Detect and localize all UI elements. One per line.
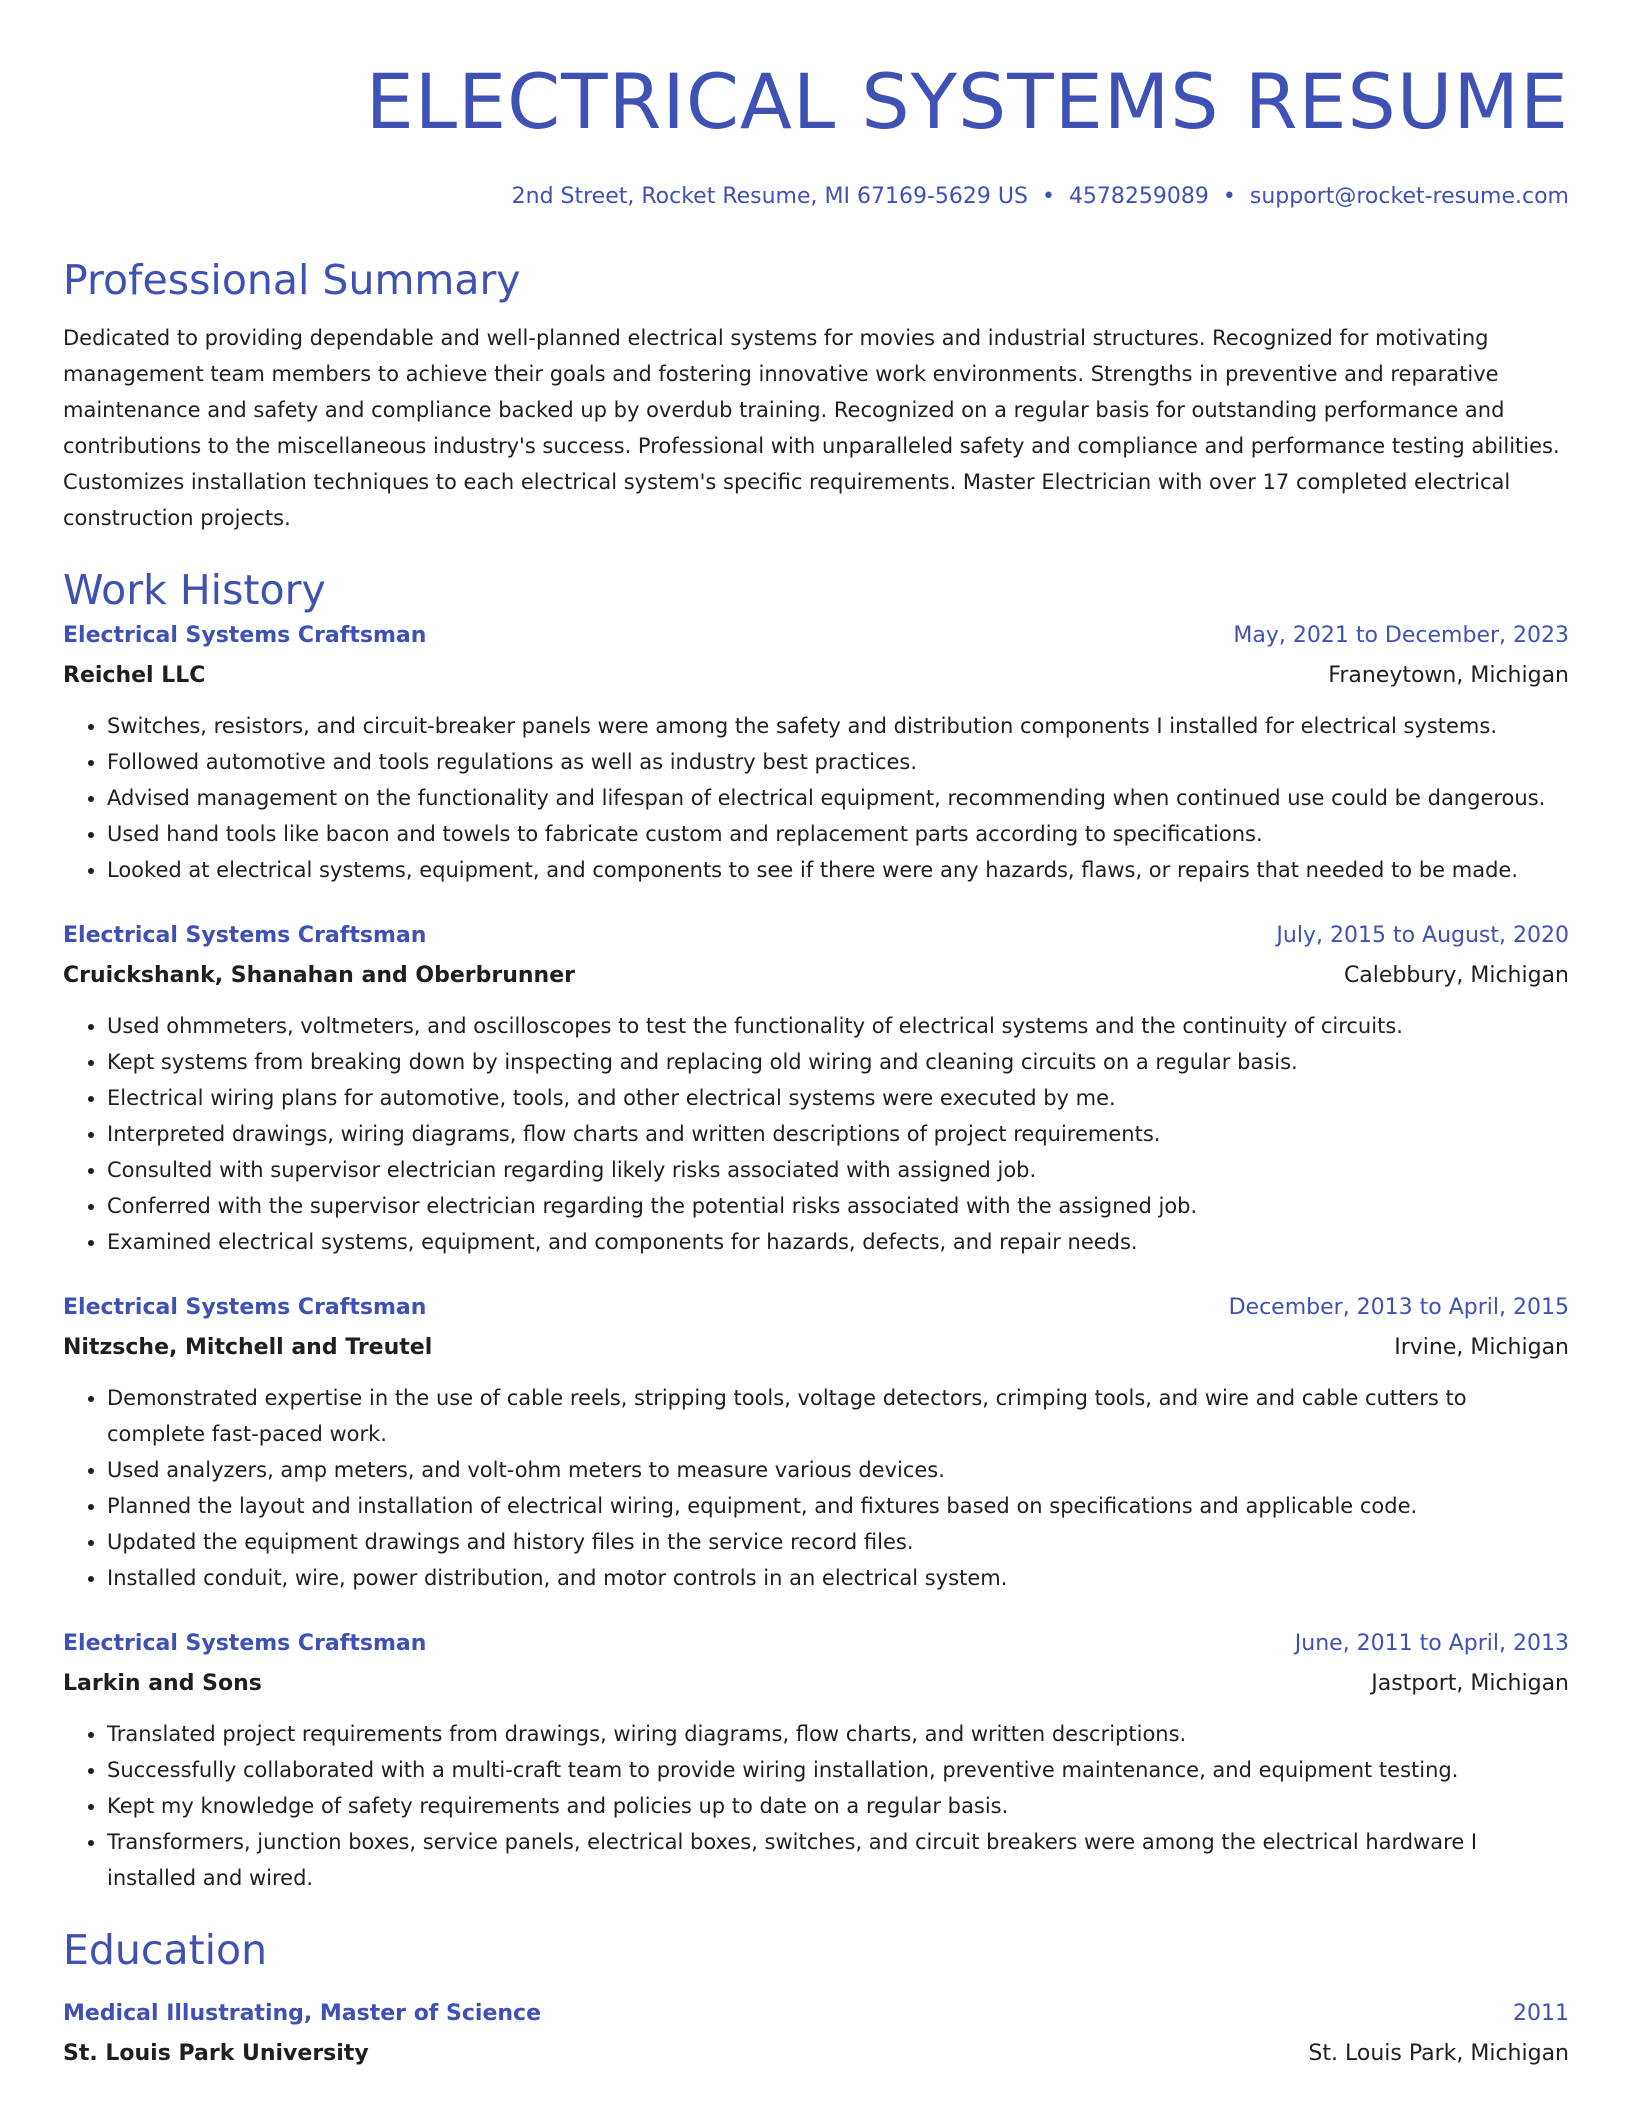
work-history-list xyxy=(63,616,1569,1896)
job-bullet: • Kept my knowledge of safety requirements and policies up to date on a regular basis. xyxy=(107,1788,1569,1824)
job-bullet: • Transformers, junction boxes, service panels, electrical boxes, switches, and circuit breakers were among the electrical hardware I installed and wired. xyxy=(107,1824,1569,1896)
job-bullet: • Used analyzers, amp meters, and volt-ohm meters to measure various devices. xyxy=(107,1452,1569,1488)
job-title: Electrical Systems Craftsman xyxy=(63,1631,427,1656)
job-title-row xyxy=(63,1288,1569,1328)
education-entry xyxy=(63,1994,1569,2074)
job-bullet: • Interpreted drawings, wiring diagrams, flow charts and written descriptions of project requirements. xyxy=(107,1116,1569,1152)
job-entry xyxy=(63,1288,1569,1596)
job-dates: June, 2011 to April, 2013 xyxy=(1294,1631,1569,1656)
company-name: Reichel LLC xyxy=(63,663,206,688)
job-location: Irvine, Michigan xyxy=(1394,1335,1569,1360)
job-bullet: • Followed automotive and tools regulations as well as industry best practices. xyxy=(107,744,1569,780)
job-title: Electrical Systems Craftsman xyxy=(63,1295,427,1320)
job-company-row xyxy=(63,1328,1569,1368)
section-title-education: Education xyxy=(63,1926,268,1974)
job-title: Electrical Systems Craftsman xyxy=(63,923,427,948)
graduation-year: 2011 xyxy=(1513,2001,1569,2026)
job-bullet: • Conferred with the supervisor electrician regarding the potential risks associated with the assigned job. xyxy=(107,1188,1569,1224)
job-company-row xyxy=(63,1664,1569,1704)
job-company-row xyxy=(63,656,1569,696)
resume-header xyxy=(63,0,1569,212)
job-entry xyxy=(63,616,1569,888)
job-bullet-list xyxy=(63,1380,1569,1596)
section-title-summary: Professional Summary xyxy=(63,256,521,304)
job-title-row xyxy=(63,916,1569,956)
company-name: Cruickshank, Shanahan and Oberbrunner xyxy=(63,963,575,988)
summary-text: Dedicated to providing dependable and well-planned electrical systems for movies and industrial structures. Recognized for motivating management team members to achieve their goals and fostering innovative work environments. Strengths in preventive and reparative maintenance and safety and compliance backed up by overdub training. Recognized on a regular basis for outstanding performance and contributions to the miscellaneous industry's success. Professional with unparalleled safety and compliance and performance testing abilities. Customizes installation techniques to each electrical system's specific requirements. Master Electrician with over 17 completed electrical construction projects. xyxy=(63,326,1560,530)
school-row xyxy=(63,2034,1569,2074)
job-bullet: • Installed conduit, wire, power distribution, and motor controls in an electrical system. xyxy=(107,1560,1569,1596)
job-bullet: • Used ohmmeters, voltmeters, and oscilloscopes to test the functionality of electrical systems and the continuity of circuits. xyxy=(107,1008,1569,1044)
degree-row xyxy=(63,1994,1569,2034)
section-title-work-history: Work History xyxy=(63,566,326,614)
job-bullet: • Planned the layout and installation of electrical wiring, equipment, and fixtures based on specifications and applicable code. xyxy=(107,1488,1569,1524)
education-list xyxy=(63,1994,1569,2074)
job-bullet-list xyxy=(63,1008,1569,1260)
job-location: Jastport, Michigan xyxy=(1371,1671,1569,1696)
job-dates: May, 2021 to December, 2023 xyxy=(1233,623,1569,648)
bullet-separator: • xyxy=(1041,184,1055,209)
job-entry xyxy=(63,916,1569,1260)
job-bullet: • Switches, resistors, and circuit-breaker panels were among the safety and distribution components I installed for electrical systems. xyxy=(107,708,1569,744)
job-company-row xyxy=(63,956,1569,996)
job-title-row xyxy=(63,1624,1569,1664)
job-location: Franeytown, Michigan xyxy=(1328,663,1569,688)
job-bullet: • Looked at electrical systems, equipment, and components to see if there were any hazards, flaws, or repairs that needed to be made. xyxy=(107,852,1569,888)
job-bullet: • Examined electrical systems, equipment, and components for hazards, defects, and repair needs. xyxy=(107,1224,1569,1260)
job-bullet: • Consulted with supervisor electrician regarding likely risks associated with assigned job. xyxy=(107,1152,1569,1188)
job-location: Calebbury, Michigan xyxy=(1343,963,1569,988)
phone-text: 4578259089 xyxy=(1068,184,1209,209)
school-location: St. Louis Park, Michigan xyxy=(1308,2041,1569,2066)
job-bullet: • Kept systems from breaking down by inspecting and replacing old wiring and cleaning circuits on a regular basis. xyxy=(107,1044,1569,1080)
resume-title: ELECTRICAL SYSTEMS RESUME xyxy=(365,57,1569,146)
contact-line xyxy=(63,182,1569,212)
job-bullet: • Updated the equipment drawings and history files in the service record files. xyxy=(107,1524,1569,1560)
job-bullet: • Electrical wiring plans for automotive, tools, and other electrical systems were executed by me. xyxy=(107,1080,1569,1116)
school-name: St. Louis Park University xyxy=(63,2041,369,2066)
company-name: Larkin and Sons xyxy=(63,1671,262,1696)
job-title: Electrical Systems Craftsman xyxy=(63,623,427,648)
job-title-row xyxy=(63,616,1569,656)
degree-title: Medical Illustrating, Master of Science xyxy=(63,2001,542,2026)
address-text: 2nd Street, Rocket Resume, MI 67169-5629 US xyxy=(511,184,1028,209)
job-bullet: • Used hand tools like bacon and towels to fabricate custom and replacement parts according to specifications. xyxy=(107,816,1569,852)
job-bullet: • Successfully collaborated with a multi-craft team to provide wiring installation, preventive maintenance, and equipment testing. xyxy=(107,1752,1569,1788)
job-bullet: • Translated project requirements from drawings, wiring diagrams, flow charts, and written descriptions. xyxy=(107,1716,1569,1752)
company-name: Nitzsche, Mitchell and Treutel xyxy=(63,1335,433,1360)
job-bullet: • Demonstrated expertise in the use of cable reels, stripping tools, voltage detectors, crimping tools, and wire and cable cutters to complete fast-paced work. xyxy=(107,1380,1569,1452)
email-link[interactable]: support@rocket-resume.com xyxy=(1249,184,1569,209)
job-bullet-list xyxy=(63,708,1569,888)
job-bullet: • Advised management on the functionality and lifespan of electrical equipment, recommending when continued use could be dangerous. xyxy=(107,780,1569,816)
job-entry xyxy=(63,1624,1569,1896)
job-bullet-list xyxy=(63,1716,1569,1896)
job-dates: July, 2015 to August, 2020 xyxy=(1276,923,1569,948)
job-dates: December, 2013 to April, 2015 xyxy=(1228,1295,1569,1320)
bullet-separator: • xyxy=(1222,184,1236,209)
